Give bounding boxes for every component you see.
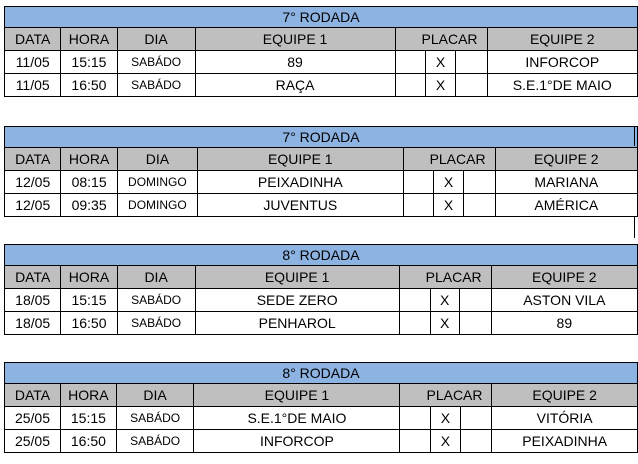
- cell-score-2: [463, 194, 495, 217]
- header-dia: DIA: [117, 266, 195, 289]
- table-row: [5, 430, 638, 453]
- cell-equipe2: ASTON VILA: [491, 289, 637, 312]
- header-hora: HORA: [61, 148, 117, 171]
- cell-equipe2: MARIANA: [495, 171, 637, 194]
- round-block: [4, 244, 638, 335]
- cell-equipe1: JUVENTUS: [198, 194, 404, 217]
- table-row: [5, 194, 638, 217]
- cell-equipe1: S.E.1°DE MAIO: [194, 407, 400, 430]
- schedule-table: [4, 362, 638, 453]
- header-data: DATA: [5, 28, 61, 51]
- cell-score-1: [400, 407, 431, 430]
- cell-score-2: [455, 51, 487, 74]
- cell-score-2: [459, 289, 491, 312]
- round-title: 7° RODADA: [5, 127, 638, 148]
- table-row: [5, 74, 638, 97]
- header-row: [5, 148, 638, 171]
- header-row: [5, 266, 638, 289]
- cell-hora: 15:15: [61, 51, 117, 74]
- header-placar: PLACAR: [395, 28, 487, 51]
- cell-hora: 15:15: [60, 407, 116, 430]
- header-equipe2: EQUIPE 2: [492, 384, 638, 407]
- cell-equipe1: PEIXADINHA: [198, 171, 404, 194]
- cell-hora: 16:50: [61, 74, 117, 97]
- header-dia: DIA: [117, 28, 195, 51]
- cell-data: 11/05: [5, 51, 61, 74]
- cell-data: 18/05: [5, 312, 61, 335]
- cell-equipe1: 89: [195, 51, 395, 74]
- header-placar: PLACAR: [400, 384, 492, 407]
- header-row: [5, 28, 638, 51]
- cell-dia: SABÁDO: [116, 407, 194, 430]
- cell-equipe2: 89: [491, 312, 637, 335]
- table-row: [5, 51, 638, 74]
- cell-equipe1: INFORCOP: [194, 430, 400, 453]
- header-equipe1: EQUIPE 1: [198, 148, 404, 171]
- round-block: [4, 126, 638, 217]
- header-placar: PLACAR: [403, 148, 495, 171]
- round-title: 8° RODADA: [5, 363, 638, 384]
- header-equipe1: EQUIPE 1: [195, 266, 399, 289]
- cell-data: 12/05: [5, 171, 61, 194]
- cell-equipe1: RAÇA: [195, 74, 395, 97]
- cell-data: 25/05: [5, 407, 61, 430]
- cell-score-1: [400, 430, 431, 453]
- header-placar: PLACAR: [399, 266, 491, 289]
- cell-dia: SABÁDO: [117, 74, 195, 97]
- header-data: DATA: [5, 266, 61, 289]
- cell-data: 12/05: [5, 194, 61, 217]
- table-row: [5, 312, 638, 335]
- cell-dia: SABÁDO: [117, 51, 195, 74]
- cell-score-2: [459, 312, 491, 335]
- header-equipe1: EQUIPE 1: [194, 384, 400, 407]
- cell-x: X: [430, 312, 459, 335]
- cell-score-1: [399, 289, 430, 312]
- header-equipe1: EQUIPE 1: [195, 28, 395, 51]
- round-title: 8° RODADA: [5, 245, 638, 266]
- cell-equipe1: SEDE ZERO: [195, 289, 399, 312]
- border-stub: [634, 216, 635, 238]
- header-dia: DIA: [116, 384, 194, 407]
- cell-dia: SABÁDO: [117, 312, 195, 335]
- cell-hora: 15:15: [61, 289, 117, 312]
- cell-data: 25/05: [5, 430, 61, 453]
- table-row: [5, 289, 638, 312]
- schedule-table: [4, 126, 638, 217]
- cell-score-1: [403, 171, 434, 194]
- cell-hora: 16:50: [60, 430, 116, 453]
- cell-equipe2: AMÉRICA: [495, 194, 637, 217]
- round-title: 7° RODADA: [5, 7, 638, 28]
- cell-hora: 08:15: [61, 171, 117, 194]
- cell-score-2: [460, 430, 492, 453]
- cell-x: X: [431, 430, 460, 453]
- cell-data: 18/05: [5, 289, 61, 312]
- cell-x: X: [434, 194, 463, 217]
- cell-score-1: [403, 194, 434, 217]
- cell-score-2: [463, 171, 495, 194]
- cell-score-2: [460, 407, 492, 430]
- table-row: [5, 407, 638, 430]
- cell-dia: SABÁDO: [116, 430, 194, 453]
- border-stub: [634, 126, 635, 146]
- cell-dia: DOMINGO: [117, 194, 197, 217]
- header-equipe2: EQUIPE 2: [487, 28, 637, 51]
- cell-equipe2: VITÓRIA: [492, 407, 638, 430]
- header-hora: HORA: [60, 384, 116, 407]
- header-dia: DIA: [117, 148, 197, 171]
- header-row: [5, 384, 638, 407]
- cell-x: X: [431, 407, 460, 430]
- cell-dia: SABÁDO: [117, 289, 195, 312]
- cell-hora: 16:50: [61, 312, 117, 335]
- cell-score-1: [395, 51, 426, 74]
- header-hora: HORA: [61, 28, 117, 51]
- cell-equipe2: S.E.1°DE MAIO: [487, 74, 637, 97]
- cell-data: 11/05: [5, 74, 61, 97]
- header-data: DATA: [5, 148, 61, 171]
- round-block: [4, 362, 638, 453]
- cell-x: X: [426, 51, 455, 74]
- cell-dia: DOMINGO: [117, 171, 197, 194]
- round-block: [4, 6, 638, 97]
- header-equipe2: EQUIPE 2: [495, 148, 637, 171]
- header-data: DATA: [5, 384, 61, 407]
- cell-equipe2: INFORCOP: [487, 51, 637, 74]
- cell-score-1: [399, 312, 430, 335]
- cell-equipe2: PEIXADINHA: [492, 430, 638, 453]
- table-row: [5, 171, 638, 194]
- header-equipe2: EQUIPE 2: [491, 266, 637, 289]
- cell-x: X: [434, 171, 463, 194]
- header-hora: HORA: [61, 266, 117, 289]
- cell-x: X: [430, 289, 459, 312]
- cell-hora: 09:35: [61, 194, 117, 217]
- schedule-table: [4, 6, 638, 97]
- schedule-table: [4, 244, 638, 335]
- cell-score-1: [395, 74, 426, 97]
- cell-score-2: [455, 74, 487, 97]
- cell-equipe1: PENHAROL: [195, 312, 399, 335]
- cell-x: X: [426, 74, 455, 97]
